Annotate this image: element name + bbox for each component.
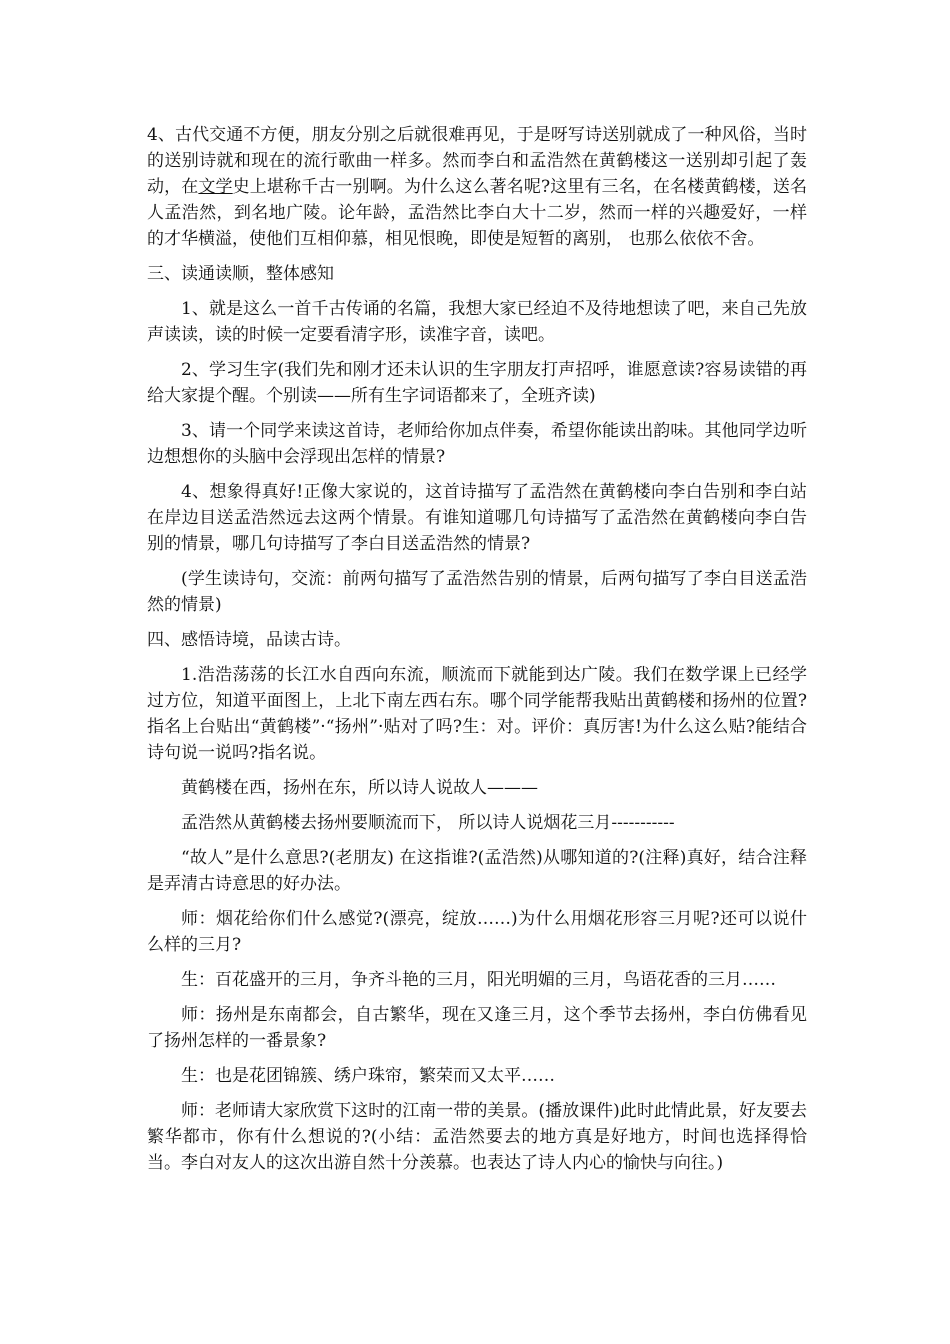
paragraph-teacher-yangzhou: 师：扬州是东南都会，自古繁华，现在又逢三月，这个季节去扬州，李白仿佛看见了扬州怎样的一番景象? (147, 1005, 807, 1051)
paragraph-ancient-farewell (147, 122, 807, 252)
paragraph-read-aloud: 1、就是这么一首千古传诵的名篇，我想大家已经迫不及待地想读了吧，来自己先放声读读，读的时候一定要看清字形，读准字音，读吧。 (147, 299, 807, 345)
paragraph-west-east: 黄鹤楼在西，扬州在东，所以诗人说故人——— (181, 778, 538, 798)
paragraph-text: 史上堪称千古一别啊。为什么这么著名呢?这里有三名，在名楼黄鹤楼，送名人孟浩然，到名地广陵。论年龄，孟浩然比李白大十二岁，然而一样的兴趣爱好，一样的才华横溢，使他们互相仰慕，相见恨晚，即使是短暂的离别， 也那么依依不舍。 (147, 177, 808, 249)
paragraph-downstream: 孟浩然从黄鹤楼去扬州要顺流而下， 所以诗人说烟花三月----------- (181, 813, 675, 833)
paragraph-accompaniment: 3、请一个同学来读这首诗，老师给你加点伴奏，希望你能读出韵味。其他同学边听边想想你的头脑中会浮现出怎样的情景? (147, 421, 807, 467)
underlined-word-literature: 文学 (198, 177, 233, 197)
paragraph-student-exchange: (学生读诗句，交流：前两句描写了孟浩然告别的情景，后两句描写了李白目送孟浩然的情景) (147, 569, 807, 615)
paragraph-teacher-fireworks: 师：烟花给你们什么感觉?(漂亮，绽放……)为什么用烟花形容三月呢?还可以说什么样的三月? (147, 909, 807, 955)
paragraph-imagination: 4、想象得真好!正像大家说的，这首诗描写了孟浩然在黄鹤楼向李白告别和李白站在岸边目送孟浩然远去这两个情景。有谁知道哪几句诗描写了孟浩然在黄鹤楼向李白告别的情景，哪几句诗描写了李白目送孟浩然的情景? (147, 482, 807, 554)
paragraph-old-friend: “故人”是什么意思?(老朋友) 在这指谁?(孟浩然)从哪知道的?(注释)真好，结合注释是弄清古诗意思的好办法。 (147, 848, 807, 894)
paragraph-student-march: 生：百花盛开的三月，争齐斗艳的三月，阳光明媚的三月，鸟语花香的三月…… (181, 970, 776, 990)
paragraph-new-words: 2、学习生字(我们先和刚才还未认识的生字朋友打声招呼，谁愿意读?容易读错的再给大家提个醒。个别读——所有生字词语都来了，全班齐读) (147, 360, 807, 406)
paragraph-teacher-scenery: 师：老师请大家欣赏下这时的江南一带的美景。(播放课件)此时此情此景，好友要去繁华都市，你有什么想说的?(小结：孟浩然要去的地方真是好地方，时间也选择得恰当。李白对友人的这次出游自然十分羡慕。也表达了诗人内心的愉快与向往。) (147, 1101, 807, 1173)
section-heading-3: 三、读通读顺，整体感知 (147, 264, 334, 284)
document-page (147, 122, 807, 1185)
paragraph-student-prosperity: 生：也是花团锦簇、绣户珠帘，繁荣而又太平…… (181, 1066, 555, 1086)
section-heading-4: 四、感悟诗境，品读古诗。 (147, 630, 351, 650)
paragraph-text: 4、古代交通不方便，朋友分别之后就很难再见，于是呀写诗送别就成了一种风俗，当时的送别诗就和现在的流行歌曲一样多。然而李白和孟浩然在黄鹤楼这一送别却引起了轰动，在 (147, 125, 807, 197)
paragraph-yangtze: 1.浩浩荡荡的长江水自西向东流，顺流而下就能到达广陵。我们在数学课上已经学过方位，知道平面图上，上北下南左西右东。哪个同学能帮我贴出黄鹤楼和扬州的位置?指名上台贴出“黄鹤楼”·“扬州”·贴对了吗?生：对。评价：真厉害!为什么这么贴?能结合诗句说一说吗?指名说。 (147, 665, 807, 763)
